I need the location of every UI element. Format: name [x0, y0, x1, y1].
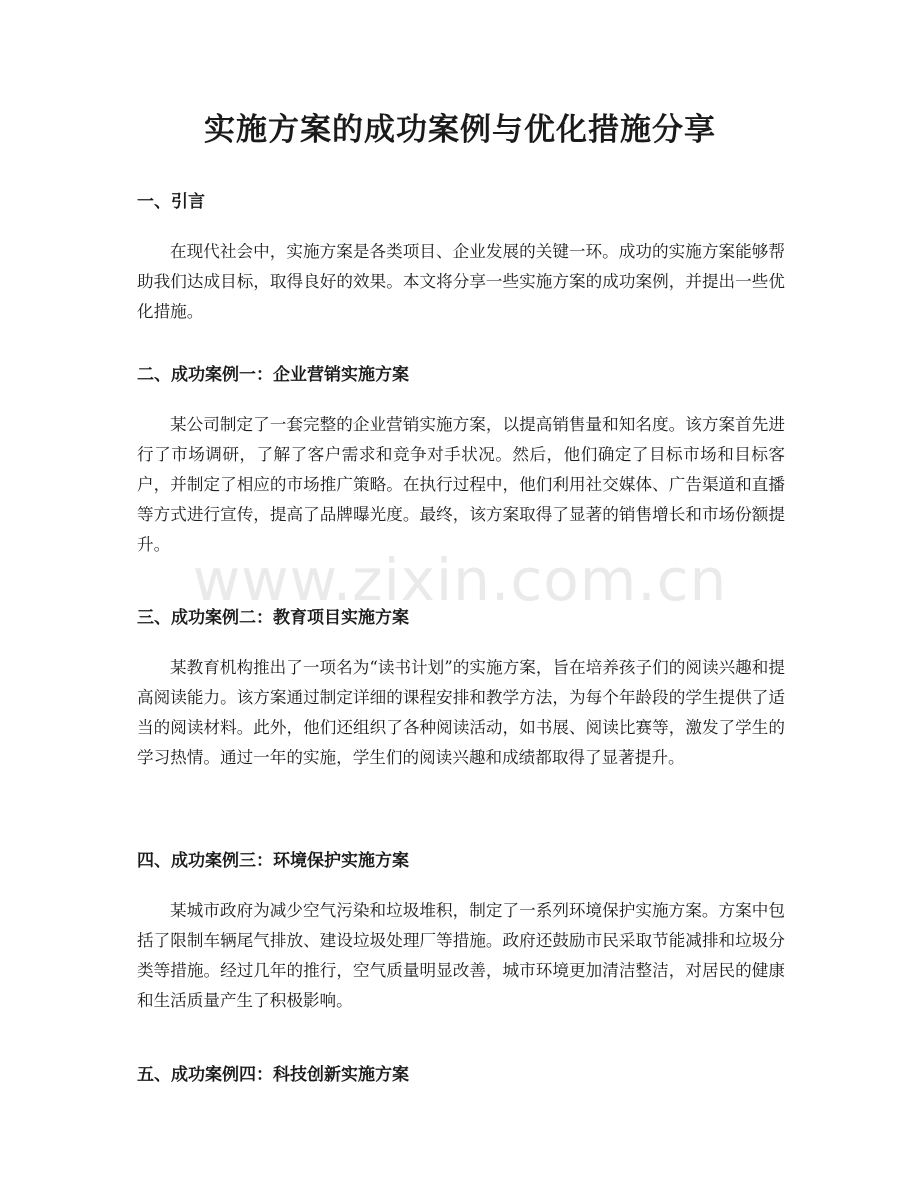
- section-body-case-2: 某教育机构推出了一项名为“读书计划”的实施方案，旨在培养孩子们的阅读兴趣和提高阅读能力。该方案通过制定详细的课程安排和教学方法，为每个年龄段的学生提供了适当的阅读材料。此外，他们还组织了各种阅读活动，如书展、阅读比赛等，激发了学生的学习热情。通过一年的实施，学生们的阅读兴趣和成绩都取得了显著提升。: [137, 658, 785, 767]
- section-body-case-1: 某公司制定了一套完整的企业营销实施方案，以提高销售量和知名度。该方案首先进行了市场调研，了解了客户需求和竞争对手状况。然后，他们确定了目标市场和目标客户，并制定了相应的市场推广策略。在执行过程中，他们利用社交媒体、广告渠道和直播等方式进行宣传，提高了品牌曝光度。最终，该方案取得了显著的销售增长和市场份额提升。: [137, 415, 785, 554]
- watermark: www.zixin.com.cn: [192, 546, 728, 614]
- section-heading-case-3: 四、成功案例三：环境保护实施方案: [137, 851, 409, 871]
- section-body-intro: 在现代社会中，实施方案是各类项目、企业发展的关键一环。成功的实施方案能够帮助我们达成目标，取得良好的效果。本文将分享一些实施方案的成功案例，并提出一些优化措施。: [137, 242, 785, 321]
- document-title: 实施方案的成功案例与优化措施分享: [204, 112, 716, 148]
- section-heading-intro: 一、引言: [137, 192, 205, 212]
- section-body-case-3: 某城市政府为减少空气污染和垃圾堆积，制定了一系列环境保护实施方案。方案中包括了限制车辆尾气排放、建设垃圾处理厂等措施。政府还鼓励市民采取节能减排和垃圾分类等措施。经过几年的推行，空气质量明显改善，城市环境更加清洁整洁，对居民的健康和生活质量产生了积极影响。: [137, 901, 785, 1010]
- section-heading-case-4: 五、成功案例四：科技创新实施方案: [137, 1065, 409, 1085]
- section-heading-case-1: 二、成功案例一：企业营销实施方案: [137, 365, 409, 385]
- section-heading-case-2: 三、成功案例二：教育项目实施方案: [137, 608, 409, 628]
